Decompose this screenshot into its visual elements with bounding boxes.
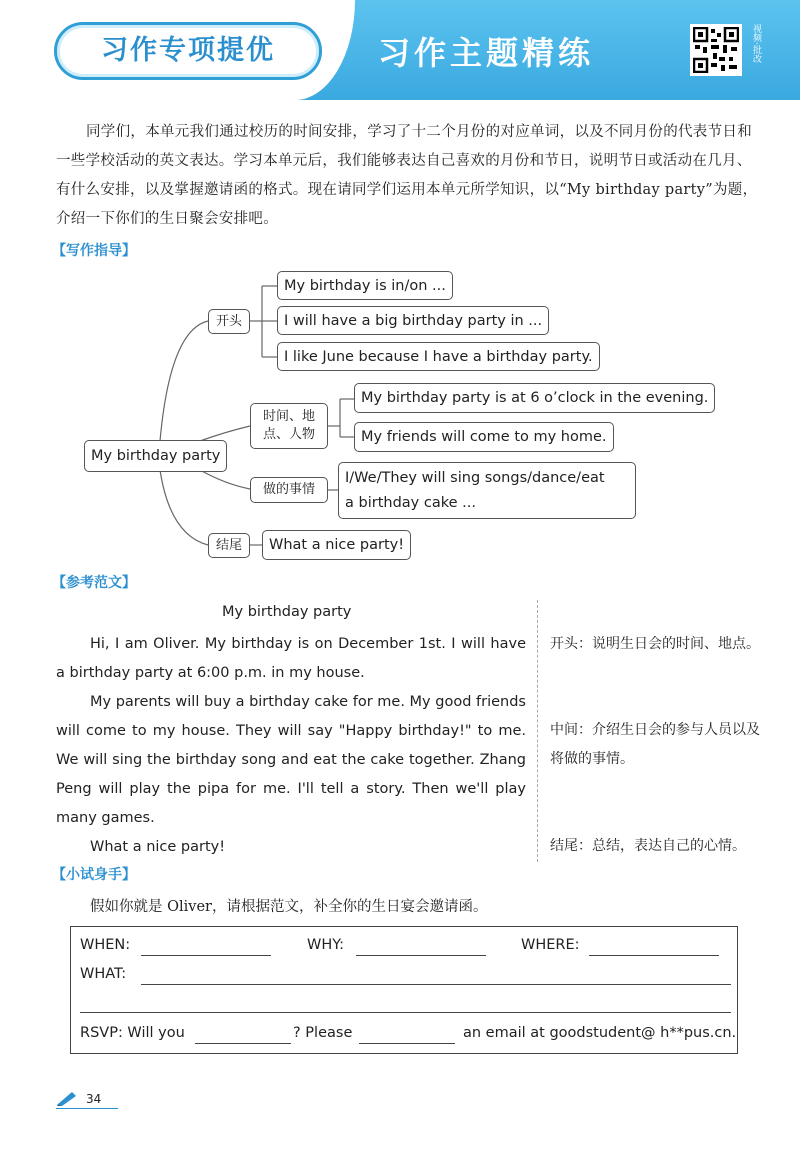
section-try-it: 【小试身手】: [52, 867, 136, 883]
what-blank[interactable]: [141, 984, 731, 985]
mindmap-time-place-line: 时间、地: [262, 409, 315, 424]
what-blank-line-2[interactable]: [80, 1012, 731, 1013]
mindmap-opening-label: 开头: [208, 309, 250, 334]
essay-paragraph: What a nice party!: [90, 839, 226, 855]
where-blank[interactable]: [589, 955, 719, 956]
mindmap-opening-item: I will have a big birthday party in ...: [277, 306, 549, 335]
rsvp-please: ? Please: [293, 1025, 353, 1041]
when-blank[interactable]: [141, 955, 271, 956]
invitation-form: [70, 926, 738, 1054]
rsvp-blank-1[interactable]: [195, 1043, 291, 1044]
footer-rule: [56, 1108, 118, 1109]
rsvp-email: an email at goodstudent@ h**pus.cn.: [463, 1025, 737, 1041]
rsvp-blank-2[interactable]: [359, 1043, 455, 1044]
mindmap-ending-item: What a nice party!: [262, 530, 411, 560]
mindmap-ending-label: 结尾: [208, 533, 250, 558]
essay-paragraph: My parents will buy a birthday cake for me. My good friends will come to my house. They will say "Happy birthday!" to me. We will sing the birthday song and eat the cake together. Zhang Peng will play the pipa for me. I'll tell a story. Then we'll play many games.: [56, 694, 526, 826]
section-sample-essay: 【参考范文】: [52, 575, 136, 591]
page-title: 习作主题精练: [378, 34, 595, 72]
mindmap-opening-item: My birthday is in/on ...: [277, 271, 453, 300]
intro-paragraph: 同学们，本单元我们通过校历的时间安排，学习了十二个月份的对应单词，以及不同月份的代表节日和一些学校活动的英文表达。学习本单元后，我们能够表达自己喜欢的月份和节日，说明节日或活动在几月、有什么安排，以及掌握邀请函的格式。现在请同学们运用本单元所学知识，以“My birthday party”为题，介绍一下你们的生日聚会安排吧。: [56, 124, 758, 227]
mindmap-time-item: My friends will come to my home.: [354, 422, 614, 452]
why-blank[interactable]: [356, 955, 486, 956]
qr-caption: 视频·批改: [751, 24, 761, 63]
note-middle: 中间：介绍生日会的参与人员以及将做的事情。: [550, 722, 760, 767]
what-label: WHAT:: [80, 966, 127, 982]
header-badge: 习作专项提优: [101, 35, 275, 66]
mindmap-opening-item: I like June because I have a birthday party.: [277, 342, 600, 371]
mindmap-time-place-label: [250, 403, 328, 449]
note-opening: 开头：说明生日会的时间、地点。: [550, 636, 760, 652]
section-writing-guide: 【写作指导】: [52, 243, 136, 259]
try-instruction: 假如你就是 Oliver，请根据范文，补全你的生日宴会邀请函。: [90, 899, 488, 915]
essay-body: [56, 630, 526, 862]
mindmap-activities-label: 做的事情: [250, 477, 328, 503]
mindmap-time-place-line: 点、人物: [262, 427, 315, 442]
when-label: WHEN:: [80, 937, 131, 953]
mindmap-activities-line: a birthday cake ...: [345, 494, 476, 511]
mindmap-activities-item: [338, 462, 636, 519]
note-ending: 结尾：总结，表达自己的心情。: [550, 838, 746, 854]
mindmap-time-item: My birthday party is at 6 o’clock in the evening.: [354, 383, 715, 413]
why-label: WHY:: [307, 937, 345, 953]
essay-paragraph: Hi, I am Oliver. My birthday is on December 1st. I will have a birthday party at 6:00 p.m. in my house.: [56, 636, 526, 681]
rsvp-label: RSVP: Will you: [80, 1025, 185, 1041]
page-number: 34: [86, 1092, 102, 1106]
mindmap-root: My birthday party: [84, 440, 227, 472]
essay-divider: [537, 600, 538, 862]
mindmap-activities-line: I/We/They will sing songs/dance/eat: [345, 469, 605, 486]
essay-title: My birthday party: [222, 604, 352, 620]
where-label: WHERE:: [521, 937, 580, 953]
